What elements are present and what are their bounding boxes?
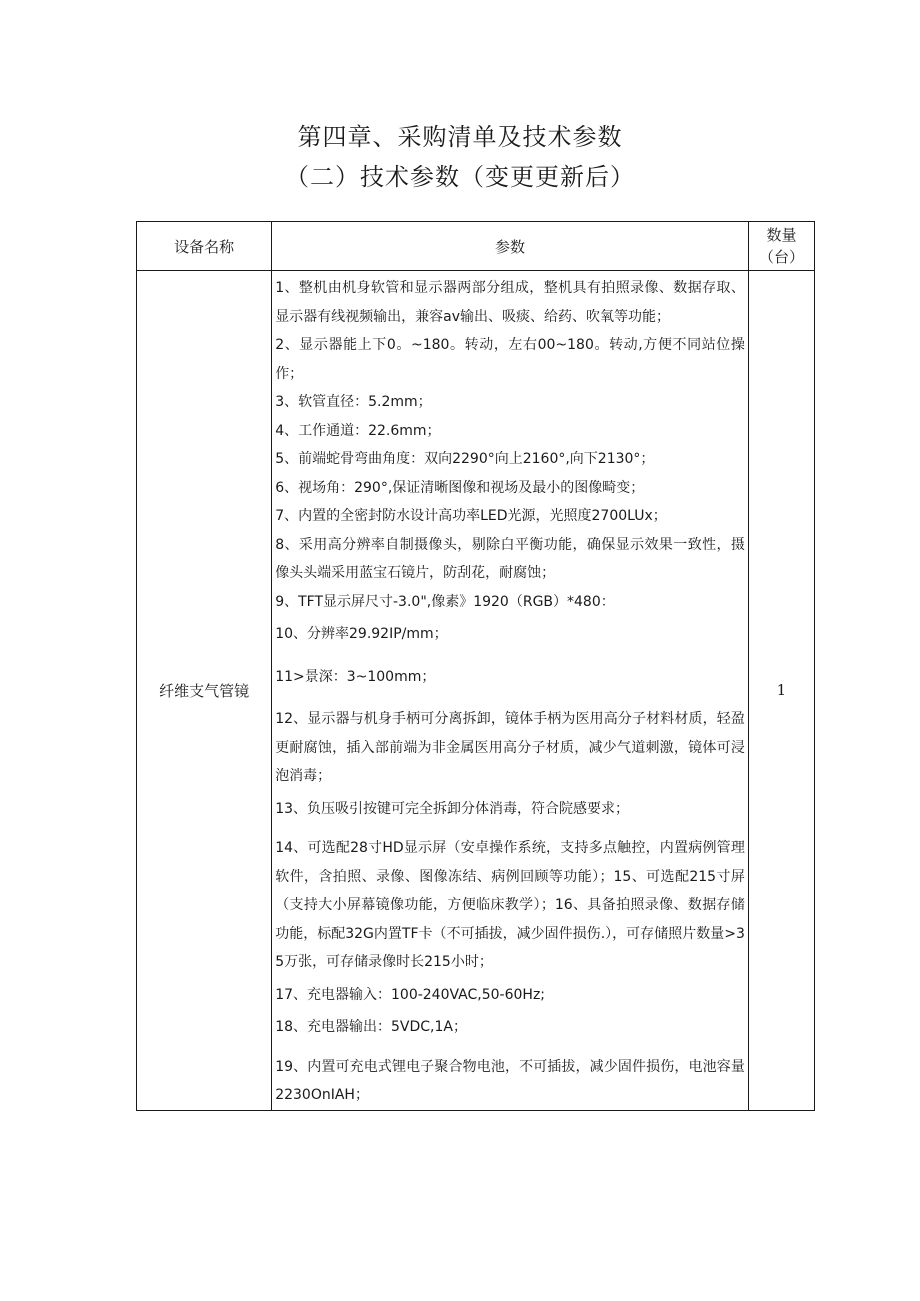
param-item-12: 12、显示器与机身手柄可分离拆卸，镜体手柄为医用高分子材料材质，轻盈更耐腐蚀，插入部前端为非金属医用高分子材质，减少气道刺激，镜体可浸泡消毒； [275, 711, 745, 784]
param-item-3: 3、软管直径：5.2mm； [275, 394, 432, 410]
param-item-6: 6、视场角：290°,保证清晰图像和视场及最小的图像畸变； [275, 479, 645, 496]
header-parameters: 参数 [272, 222, 749, 271]
quantity-cell: 1 [748, 271, 814, 1111]
param-item-13: 13、负压吸引按键可完全拆卸分体消毒，符合院感要求； [275, 800, 630, 817]
param-item-2: 2、显示器能上下0。~180。转动，左右00~180。转动,方便不同站位操作； [275, 337, 745, 382]
param-item-9: 9、TFT显示屏尺寸-3.0",像素》1920（RGB）*480： [275, 593, 615, 610]
section-subtitle: （二）技术参数（变更更新后） [285, 163, 635, 191]
param-item-19: 19、内置可充电式锂电子聚合物电池，不可插拔，减少固件损伤，电池容量2230OnIAH； [275, 1058, 745, 1103]
param-item-5: 5、前端蛇骨弯曲角度：双向2290°向上2160°,向下2130°； [275, 451, 655, 467]
param-item-14-16: 14、可选配28寸HD显示屏（安卓操作系统，支持多点触控，内置病例管理软件，含拍照、录像、图像冻结、病例回顾等功能）；15、可选配215寸屏（支持大小屏幕镜像功能，方便临床教学）；16、具备拍照录像、数据存储功能，标配32G内置TF卡（不可插拔，减少固件损伤.），可存储照片数量>35万张，可存储录像时长215小时； [275, 840, 745, 970]
param-item-7: 7、内置的全密封防水设计高功率LED光源，光照度2700LUx； [275, 508, 667, 524]
header-quantity-line1: 数量 [766, 226, 797, 244]
param-item-10: 10、分辨率29.92IP/mm； [275, 626, 448, 642]
param-item-11: 11>景深：3~100mm； [275, 668, 436, 685]
header-device-name: 设备名称 [137, 222, 272, 271]
parameters-cell [272, 271, 749, 1111]
device-name-cell: 纤维支气管镜 [137, 271, 272, 1111]
param-item-18: 18、充电器输出：5VDC,1A； [275, 1019, 467, 1035]
param-item-4: 4、工作通道：22.6mm； [275, 422, 441, 439]
header-quantity [748, 222, 814, 271]
table-row [137, 271, 815, 1111]
param-item-17: 17、充电器输入：100-240VAC,50-60Hz; [275, 986, 546, 1003]
param-item-1: 1、整机由机身软管和显示器两部分组成，整机具有拍照录像、数据存取、显示器有线视频输出，兼容av输出、吸痰、给药、吹氧等功能； [275, 280, 745, 325]
chapter-title: 第四章、采购清单及技术参数 [297, 123, 623, 151]
header-quantity-line2: （台） [758, 248, 804, 266]
table-header-row [137, 222, 815, 271]
param-item-8: 8、采用高分辨率自制摄像头，剔除白平衡功能，确保显示效果一致性，摄像头头端采用蓝宝石镜片，防刮花，耐腐蚀； [275, 536, 745, 581]
spec-table [136, 221, 815, 1111]
